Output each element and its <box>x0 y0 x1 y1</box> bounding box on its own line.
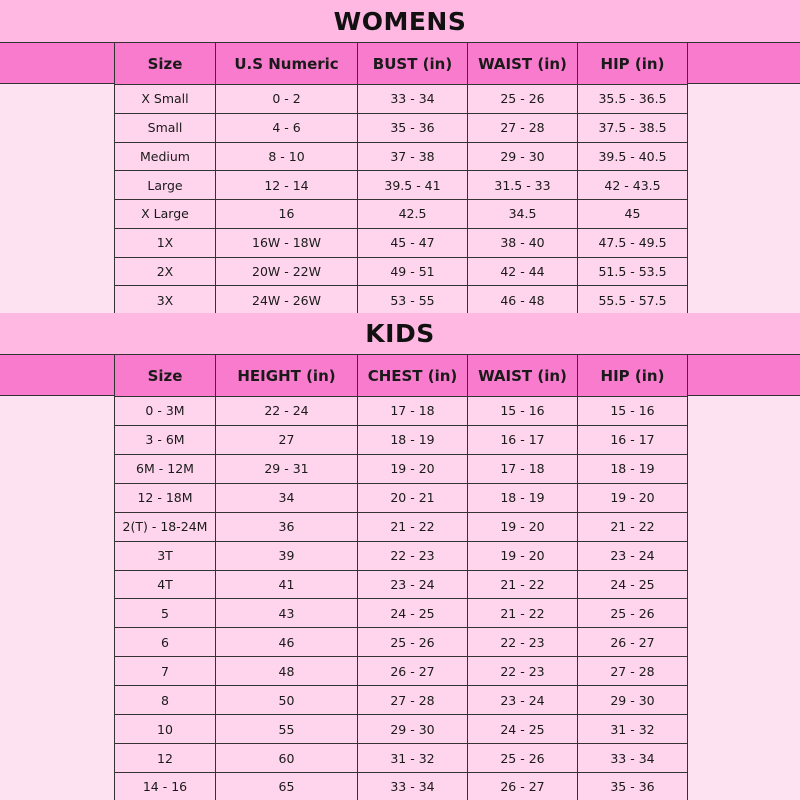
table-cell: 23 - 24 <box>468 686 578 715</box>
table-cell: 0 - 3M <box>115 397 216 426</box>
table-cell: 0 - 2 <box>216 85 358 114</box>
table-cell: 33 - 34 <box>358 772 468 800</box>
kids-size-table <box>114 354 688 800</box>
table-row <box>115 286 688 315</box>
table-cell: 26 - 27 <box>578 628 688 657</box>
table-cell: 24 - 25 <box>358 599 468 628</box>
table-cell: 23 - 24 <box>578 541 688 570</box>
table-cell: 14 - 16 <box>115 772 216 800</box>
table-header-row <box>115 43 688 85</box>
table-cell: 3 - 6M <box>115 425 216 454</box>
table-cell: 37.5 - 38.5 <box>578 113 688 142</box>
table-cell: 24W - 26W <box>216 286 358 315</box>
table-row <box>115 142 688 171</box>
table-cell: 42 - 43.5 <box>578 171 688 200</box>
table-row <box>115 772 688 800</box>
table-cell: 2(T) - 18-24M <box>115 512 216 541</box>
table-row <box>115 541 688 570</box>
table-row <box>115 454 688 483</box>
table-cell: 39.5 - 41 <box>358 171 468 200</box>
table-cell: 1X <box>115 228 216 257</box>
table-cell: 27 - 28 <box>578 657 688 686</box>
table-row <box>115 628 688 657</box>
table-row <box>115 257 688 286</box>
table-row <box>115 425 688 454</box>
table-cell: 49 - 51 <box>358 257 468 286</box>
table-cell: 18 - 19 <box>578 454 688 483</box>
table-row <box>115 397 688 426</box>
kids-section-title: KIDS <box>0 313 800 354</box>
table-row <box>115 200 688 229</box>
table-header-row <box>115 355 688 397</box>
column-header: HIP (in) <box>578 43 688 85</box>
table-cell: 3X <box>115 286 216 315</box>
column-header: WAIST (in) <box>468 355 578 397</box>
table-cell: 47.5 - 49.5 <box>578 228 688 257</box>
table-cell: 34 <box>216 483 358 512</box>
table-cell: 45 <box>578 200 688 229</box>
table-cell: 42 - 44 <box>468 257 578 286</box>
column-header: CHEST (in) <box>358 355 468 397</box>
column-header: BUST (in) <box>358 43 468 85</box>
table-cell: 19 - 20 <box>468 512 578 541</box>
table-cell: 65 <box>216 772 358 800</box>
table-cell: 27 - 28 <box>358 686 468 715</box>
table-cell: 3T <box>115 541 216 570</box>
table-cell: 2X <box>115 257 216 286</box>
table-cell: 43 <box>216 599 358 628</box>
table-cell: 29 - 30 <box>578 686 688 715</box>
table-cell: 25 - 26 <box>468 744 578 773</box>
table-cell: 45 - 47 <box>358 228 468 257</box>
table-cell: 33 - 34 <box>358 85 468 114</box>
column-header: Size <box>115 43 216 85</box>
column-header: Size <box>115 355 216 397</box>
table-row <box>115 599 688 628</box>
table-cell: 23 - 24 <box>358 570 468 599</box>
column-header: U.S Numeric <box>216 43 358 85</box>
table-cell: 29 - 31 <box>216 454 358 483</box>
table-cell: 25 - 26 <box>578 599 688 628</box>
table-cell: 35 - 36 <box>578 772 688 800</box>
table-cell: 19 - 20 <box>468 541 578 570</box>
table-cell: 20W - 22W <box>216 257 358 286</box>
table-cell: Medium <box>115 142 216 171</box>
column-header: HIP (in) <box>578 355 688 397</box>
table-cell: 6M - 12M <box>115 454 216 483</box>
table-cell: 16 <box>216 200 358 229</box>
table-cell: 48 <box>216 657 358 686</box>
table-row <box>115 657 688 686</box>
table-cell: X Large <box>115 200 216 229</box>
womens-section-title: WOMENS <box>0 0 800 42</box>
table-cell: 18 - 19 <box>358 425 468 454</box>
table-cell: 22 - 23 <box>468 657 578 686</box>
table-cell: 10 <box>115 715 216 744</box>
table-cell: 22 - 23 <box>358 541 468 570</box>
table-cell: 21 - 22 <box>358 512 468 541</box>
table-cell: 19 - 20 <box>358 454 468 483</box>
table-row <box>115 715 688 744</box>
table-cell: 22 - 23 <box>468 628 578 657</box>
table-row <box>115 512 688 541</box>
table-cell: 24 - 25 <box>578 570 688 599</box>
table-cell: 21 - 22 <box>468 570 578 599</box>
table-cell: 25 - 26 <box>468 85 578 114</box>
table-cell: 17 - 18 <box>468 454 578 483</box>
table-cell: 46 - 48 <box>468 286 578 315</box>
table-cell: 29 - 30 <box>468 142 578 171</box>
table-cell: 22 - 24 <box>216 397 358 426</box>
table-cell: X Small <box>115 85 216 114</box>
table-cell: 51.5 - 53.5 <box>578 257 688 286</box>
table-cell: 7 <box>115 657 216 686</box>
table-cell: 39.5 - 40.5 <box>578 142 688 171</box>
table-cell: 35 - 36 <box>358 113 468 142</box>
table-cell: 16 - 17 <box>468 425 578 454</box>
table-cell: 18 - 19 <box>468 483 578 512</box>
table-cell: 19 - 20 <box>578 483 688 512</box>
table-cell: 4T <box>115 570 216 599</box>
table-cell: 26 - 27 <box>358 657 468 686</box>
table-cell: 42.5 <box>358 200 468 229</box>
table-cell: 26 - 27 <box>468 772 578 800</box>
table-cell: 33 - 34 <box>578 744 688 773</box>
table-cell: 39 <box>216 541 358 570</box>
table-row <box>115 686 688 715</box>
womens-size-table <box>114 42 688 315</box>
column-header: HEIGHT (in) <box>216 355 358 397</box>
table-cell: 36 <box>216 512 358 541</box>
table-cell: 12 - 14 <box>216 171 358 200</box>
table-cell: 25 - 26 <box>358 628 468 657</box>
table-cell: 31.5 - 33 <box>468 171 578 200</box>
table-row <box>115 228 688 257</box>
table-cell: 38 - 40 <box>468 228 578 257</box>
table-cell: Small <box>115 113 216 142</box>
table-row <box>115 483 688 512</box>
table-cell: 6 <box>115 628 216 657</box>
table-cell: 12 <box>115 744 216 773</box>
table-cell: 31 - 32 <box>358 744 468 773</box>
table-cell: 35.5 - 36.5 <box>578 85 688 114</box>
table-cell: 46 <box>216 628 358 657</box>
table-cell: 8 <box>115 686 216 715</box>
table-cell: 16W - 18W <box>216 228 358 257</box>
table-cell: 60 <box>216 744 358 773</box>
table-cell: 41 <box>216 570 358 599</box>
table-cell: 17 - 18 <box>358 397 468 426</box>
table-cell: 21 - 22 <box>578 512 688 541</box>
table-row <box>115 171 688 200</box>
table-cell: 55 <box>216 715 358 744</box>
table-cell: 27 - 28 <box>468 113 578 142</box>
table-row <box>115 570 688 599</box>
table-cell: 50 <box>216 686 358 715</box>
column-header: WAIST (in) <box>468 43 578 85</box>
table-cell: 24 - 25 <box>468 715 578 744</box>
table-cell: 34.5 <box>468 200 578 229</box>
table-cell: 4 - 6 <box>216 113 358 142</box>
table-cell: 29 - 30 <box>358 715 468 744</box>
table-cell: 16 - 17 <box>578 425 688 454</box>
table-cell: 15 - 16 <box>578 397 688 426</box>
table-cell: Large <box>115 171 216 200</box>
table-cell: 20 - 21 <box>358 483 468 512</box>
table-cell: 21 - 22 <box>468 599 578 628</box>
table-cell: 8 - 10 <box>216 142 358 171</box>
table-cell: 12 - 18M <box>115 483 216 512</box>
table-cell: 27 <box>216 425 358 454</box>
table-cell: 37 - 38 <box>358 142 468 171</box>
table-cell: 5 <box>115 599 216 628</box>
table-cell: 53 - 55 <box>358 286 468 315</box>
table-row <box>115 85 688 114</box>
table-cell: 55.5 - 57.5 <box>578 286 688 315</box>
table-row <box>115 113 688 142</box>
table-cell: 31 - 32 <box>578 715 688 744</box>
table-cell: 15 - 16 <box>468 397 578 426</box>
table-row <box>115 744 688 773</box>
